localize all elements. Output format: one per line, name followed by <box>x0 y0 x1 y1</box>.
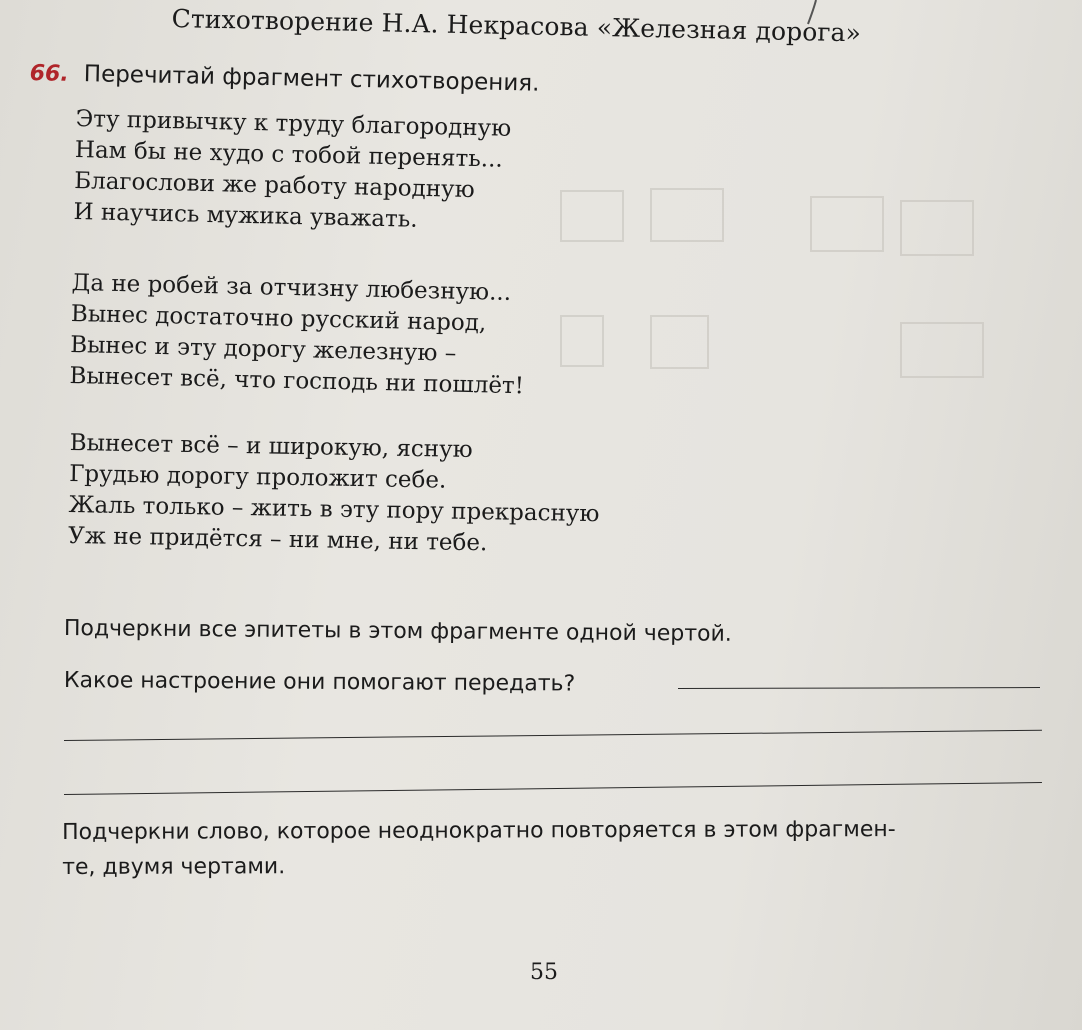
poem-line: Эту привычку к труду благородную <box>75 105 512 142</box>
bleed-through-box <box>560 315 604 367</box>
question-underline-epithets: Подчеркни все эпитеты в этом фрагменте одной чертой. <box>63 616 732 647</box>
bleed-through-box <box>810 196 884 252</box>
poem-line: Да не робей за отчизну любезную... <box>71 269 512 306</box>
poem-line: Вынес и эту дорогу железную – <box>69 331 457 367</box>
poem-line: Вынес достаточно русский народ, <box>70 300 487 337</box>
poem-line: Нам бы не худо с тобой перенять... <box>74 136 504 173</box>
page-number: 55 <box>530 960 558 985</box>
poem-stanza-2 <box>69 268 526 402</box>
poem-line: И научись мужика уважать. <box>73 198 418 233</box>
poem-line: Уж не придётся – ни мне, ни тебе. <box>67 522 488 557</box>
bleed-through-box <box>900 322 984 378</box>
question-line: те, двумя чертами. <box>62 854 286 880</box>
poem-stanza-1 <box>73 104 511 238</box>
poem-line: Вынесет всё – и широкую, ясную <box>69 429 473 464</box>
poem-line: Грудью дорогу проложит себе. <box>68 460 447 494</box>
bleed-through-box <box>900 200 974 256</box>
question-repeated-word <box>62 817 896 880</box>
question-mood: Какое настроение они помогают передать? <box>63 668 576 697</box>
answer-line[interactable] <box>678 687 1040 689</box>
task-header <box>29 60 539 97</box>
page-title: Стихотворение Н.А. Некрасова «Железная дорога» <box>171 4 862 48</box>
task-instruction: Перечитай фрагмент стихотворения. <box>83 61 540 97</box>
poem-line: Вынесет всё, что господь ни пошлёт! <box>69 362 525 400</box>
bleed-through-box <box>650 188 724 242</box>
poem-stanza-3 <box>68 428 601 561</box>
answer-line[interactable] <box>64 782 1042 795</box>
poem-line: Жаль только – жить в эту пору прекрасную <box>68 491 600 528</box>
task-number: 66. <box>29 60 69 87</box>
bleed-through-box <box>650 315 709 369</box>
question-line: Подчеркни слово, которое неоднократно повторяется в этом фрагмен- <box>62 817 896 845</box>
poem-line: Благослови же работу народную <box>73 167 475 204</box>
answer-line[interactable] <box>64 730 1042 741</box>
bleed-through-box <box>560 190 624 242</box>
